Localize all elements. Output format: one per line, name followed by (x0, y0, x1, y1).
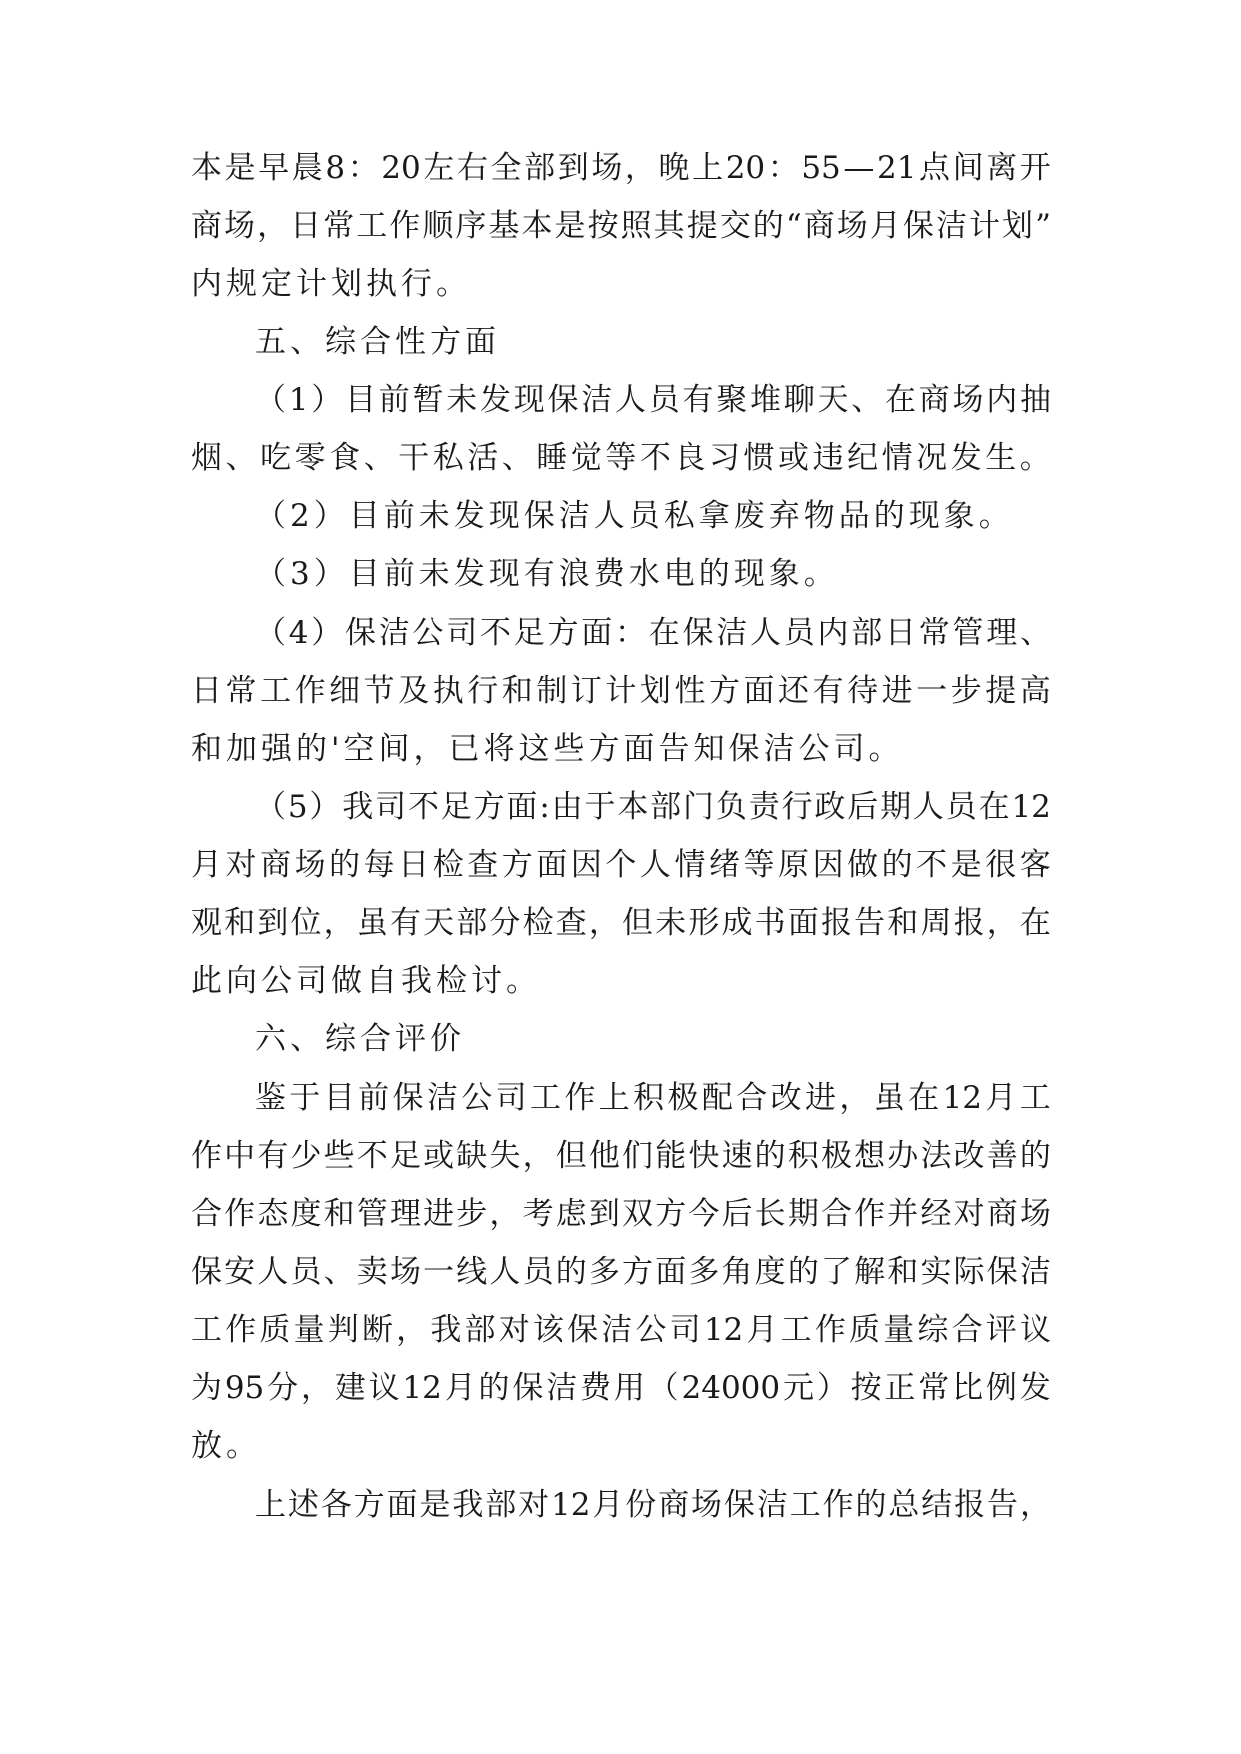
text-line: 工 作 质 量 判 断 ， 我 部 对 该 保 洁 公 司 12 月 工 作 质 量 综 合 评 议 (191, 1312, 1051, 1348)
text-line: 为 95 分 ， 建 议 12 月 的 保 洁 费 用 （ 24000 元 ） 按 正 常 比 例 发 (191, 1370, 1051, 1406)
text-line: （ 1 ） 目 前 暂 未 发 现 保 洁 人 员 有 聚 堆 聊 天 、 在 商 场 内 抽 (255, 382, 1051, 418)
text-line: （ 5 ） 我 司 不 足 方 面 : 由 于 本 部 门 负 责 行 政 后 期 人 员 在 12 (255, 789, 1051, 825)
text-line: 放。 (191, 1428, 261, 1464)
text-line: 合 作 态 度 和 管 理 进 步 ， 考 虑 到 双 方 今 后 长 期 合 作 并 经 对 商 场 (191, 1196, 1051, 1232)
text-line: 作 中 有 少 些 不 足 或 缺 失 ， 但 他 们 能 快 速 的 积 极 想 办 法 改 善 的 (191, 1138, 1051, 1174)
text-line: 内规定计划执行。 (191, 266, 471, 302)
text-line: 日 常 工 作 细 节 及 执 行 和 制 订 计 划 性 方 面 还 有 待 进 一 步 提 高 (191, 673, 1051, 709)
text-line: 上 述 各 方 面 是 我 部 对 12 月 份 商 场 保 洁 工 作 的 总 结 报 告 ， (255, 1487, 1051, 1523)
text-line: （ 4 ） 保 洁 公 司 不 足 方 面 ： 在 保 洁 人 员 内 部 日 常 管 理 、 (255, 615, 1051, 651)
text-line: 保 安 人 员 、 卖 场 一 线 人 员 的 多 方 面 多 角 度 的 了 解 和 实 际 保 洁 (191, 1254, 1051, 1290)
text-line: 商 场 ， 日 常 工 作 顺 序 基 本 是 按 照 其 提 交 的 “ 商 场 月 保 洁 计 划 ” (191, 208, 1051, 244)
text-line: 和加强的'空间，已将这些方面告知保洁公司。 (191, 731, 904, 767)
text-line: 六、综合评价 (255, 1021, 465, 1057)
text-line: 鉴 于 目 前 保 洁 公 司 工 作 上 积 极 配 合 改 进 ， 虽 在 12 月 工 (255, 1080, 1051, 1116)
text-line: 月 对 商 场 的 每 日 检 查 方 面 因 个 人 情 绪 等 原 因 做 的 不 是 很 客 (191, 847, 1051, 883)
text-line: 观 和 到 位 ， 虽 有 天 部 分 检 查 ， 但 未 形 成 书 面 报 告 和 周 报 ， 在 (191, 905, 1051, 941)
text-line: （3）目前未发现有浪费水电的现象。 (255, 556, 839, 592)
text-line: 烟 、 吃 零 食 、 干 私 活 、 睡 觉 等 不 良 习 惯 或 违 纪 情 况 发 生 。 (191, 440, 1051, 476)
text-line: （2）目前未发现保洁人员私拿废弃物品的现象。 (255, 498, 1014, 534)
text-line: 此向公司做自我检讨。 (191, 963, 541, 999)
text-line: 本 是 早 晨 8 ： 20 左 右 全 部 到 场 ， 晚 上 20 ： 55 — 21 点 间 离 开 (191, 150, 1051, 186)
text-line: 五、综合性方面 (255, 324, 500, 360)
